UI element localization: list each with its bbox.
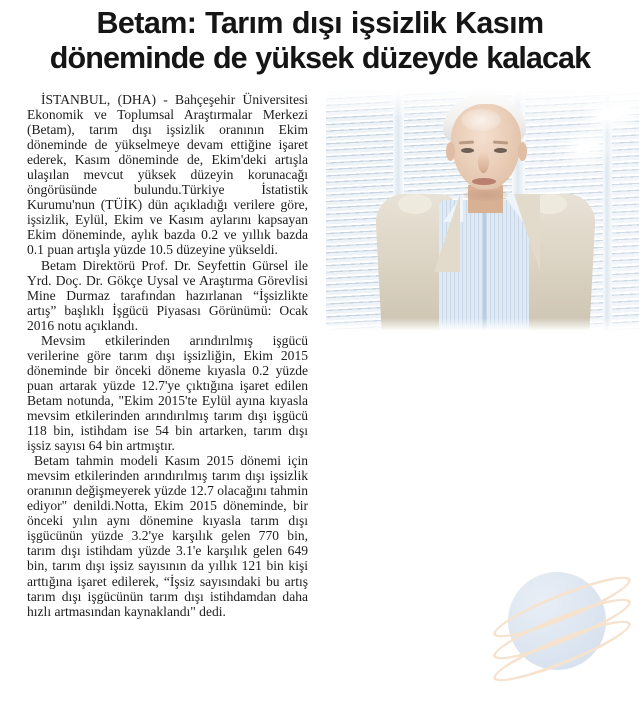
portrait-subject	[326, 90, 639, 332]
watermark-planet-body	[508, 572, 606, 670]
watermark-ring-2	[489, 589, 636, 669]
watermark-ring-3	[489, 611, 636, 691]
ear-right	[518, 142, 527, 161]
watermark-ring-1	[489, 567, 636, 647]
headline-line-2: döneminde de yüksek düzeyde kalacak	[49, 41, 591, 75]
jacket-lapel-left	[434, 194, 460, 272]
jacket-lapel-right	[514, 194, 540, 272]
jacket-left-shoulder	[398, 194, 432, 214]
photo-bottom-fade	[326, 318, 639, 332]
forehead-highlight	[461, 109, 502, 131]
article-paragraph-1: İSTANBUL, (DHA) - Bahçeşehir Üniversitesi Ekonomik ve Toplumsal Araştırmalar Merkezi (Betam), tarım dışı işsizlik oranının Ekim döneminde de yükselmeye devam ettiğine işaret ederek, Kasım döneminde de, Ekim'deki artışla ulaşılan mevcut yüksek düzeyin korunacağı öngörüsünde bulundu.Türkiye İstatistik Kurumu'nun (TÜİK) dün açıkladığı verilere göre, işsizlik, Eylül, Ekim ve Kasım aylarını kapsayan Ekim döneminde, aylık bazda 0.2 ve yıllık bazda 0.1 puan artışla yüzde 10.5 düzeyine yükseldi.	[27, 92, 308, 258]
article-paragraph-2: Betam Direktörü Prof. Dr. Seyfettin Gürsel ile Yrd. Doç. Dr. Gökçe Uysal ve Araştırma Görevlisi Mine Durmaz tarafından hazırlanan “İşsizlikte artış” başlıklı İşgücü Piyasası Görünümü: Ocak 2016 notu açıklandı.	[27, 257, 308, 333]
chin-shadow	[464, 189, 508, 201]
eye-right	[494, 148, 507, 153]
shirt-placket	[483, 210, 486, 332]
article-body	[27, 92, 308, 619]
article-photo	[326, 90, 639, 332]
planet-watermark-icon	[492, 558, 632, 698]
page-title	[14, 6, 626, 76]
mouth	[472, 178, 496, 185]
photo-scene	[326, 90, 639, 332]
headline-line-1: Betam: Tarım dışı işsizlik Kasım	[96, 6, 544, 40]
article-paragraph-3: Mevsim etkilerinden arındırılmış işgücü verilerine göre tarım dışı işsizliğin, Ekim 2015 döneminde bir önceki döneme kıyasla 0.2 yüzde puan artarak yüzde 12.7'ye çıktığına işaret edilen Betam notunda, "Ekim 2015'te Eylül ayına kıyasla mevsim etkilerinden arındırılmış tarım dışı işgücü 118 bin, istihdam ise 54 bin artarken, tarım dışı işsiz sayısı 64 bin artmıştır.	[27, 332, 308, 454]
article-paragraph-4: Betam tahmin modeli Kasım 2015 dönemi için mevsim etkilerinden arındırılmış tarım dışı işsizlik oranının değişmeyerek yüzde 12.7 olacağını tahmin ediyor" denildi.Notta, Ekim 2015 döneminde, bir önceki yılın aynı dönemine kıyasla tarım dışı işgücünün yüzde 3.2'ye karşılık gelen 770 bin, tarım dışı istihdam yüzde 3.1'e karşılık gelen 649 bin, tarım dışı işsiz sayısının da yıllık 121 bin kişi arttığına işaret edilerek, “İşsiz sayısındaki bu artış tarım dışı işgücünün tarım dışı istihdamdan daha hızlı artmasından kaynaklandı" dedi.	[27, 453, 308, 619]
